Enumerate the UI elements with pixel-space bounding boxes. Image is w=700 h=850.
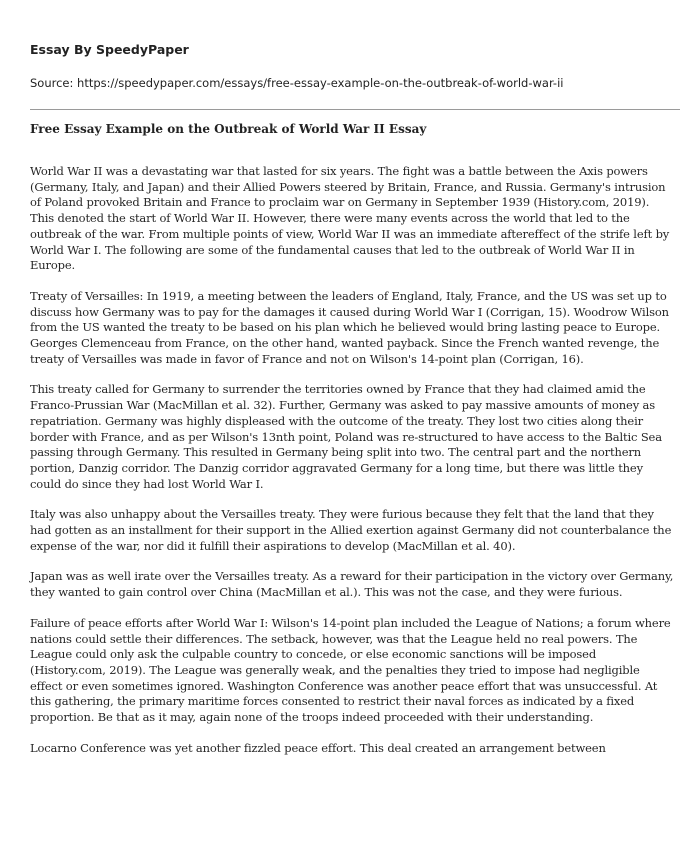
header-divider: [30, 109, 680, 110]
paragraph-locarno: Locarno Conference was yet another fizzled peace effort. This deal created an arrangement between: [30, 740, 606, 755]
paragraph-italy: Italy was also unhappy about the Versailles treaty. They were furious because they felt that the land that they had gotten as an installment for their support in the Allied exertion against Germany did not counterbalance the expense of the war, nor did it fulfill their aspirations to develop (MacMillan et al. 40).: [30, 507, 672, 553]
essay-body: [30, 164, 675, 772]
source-line: Source: https://speedypaper.com/essays/free-essay-example-on-the-outbreak-of-world-war-ii: [30, 76, 564, 90]
paragraph-japan: Japan was as well irate over the Versailles treaty. As a reward for their participation in the victory over Germany, they wanted to gain control over China (MacMillan et al.). This was not the case, and they were furious.: [30, 569, 674, 600]
publisher-title: Essay By SpeedyPaper: [30, 42, 189, 57]
document-header: [30, 42, 670, 91]
paragraph-treaty-terms: This treaty called for Germany to surrender the territories owned by France that they had claimed amid the Franco-Prussian War (MacMillan et al. 32). Further, Germany was asked to pay massive amounts of money as repatriation. Germany was highly displeased with the outcome of the treaty. They lost two cities along their border with France, and as per Wilson's 13nth point, Poland was re-structured to have access to the Baltic Sea passing through Germany. This resulted in Germany being split into two. The central part and the northern portion, Danzig corridor. The Danzig corridor aggravated Germany for a long time, but there was little they could do since they had lost World War I.: [30, 382, 662, 491]
paragraph-treaty-of-versailles: Treaty of Versailles: In 1919, a meeting between the leaders of England, Italy, France, and the US was set up to discuss how Germany was to pay for the damages it caused during World War I (Corrigan, 15). Woodrow Wilson from the US wanted the treaty to be based on his plan which he believed would bring lasting peace to Europe. Georges Clemenceau from France, on the other hand, wanted payback. Since the French wanted revenge, the treaty of Versailles was made in favor of France and not on Wilson's 14-point plan (Corrigan, 16).: [30, 288, 669, 366]
paragraph-intro: World War II was a devastating war that lasted for six years. The fight was a battle between the Axis powers (Germany, Italy, and Japan) and their Allied Powers steered by Britain, France, and Russia. Germany's intrusion of Poland provoked Britain and France to proclaim war on Germany in September 1939 (History.com, 2019). This denoted the start of World War II. However, there were many events across the world that led to the outbreak of the war. From multiple points of view, World War II was an immediate aftereffect of the strife left by World War I. The following are some of the fundamental causes that led to the outbreak of World War II in Europe.: [30, 164, 670, 273]
essay-title: Free Essay Example on the Outbreak of World War II Essay: [30, 122, 427, 136]
paragraph-failed-peace-efforts: Failure of peace efforts after World War I: Wilson's 14-point plan included the League of Nations; a forum where nations could settle their differences. The setback, however, was that the League held no real powers. The League could only ask the culpable country to concede, or else economic sanctions will be imposed (History.com, 2019). The League was generally weak, and the penalties they tried to impose had negligible effect or even sometimes ignored. Washington Conference was another peace effort that was unsuccessful. At this gathering, the primary maritime forces consented to restrict their naval forces as indicated by a fixed proportion. Be that as it may, again none of the troops indeed proceeded with their understanding.: [30, 615, 671, 725]
